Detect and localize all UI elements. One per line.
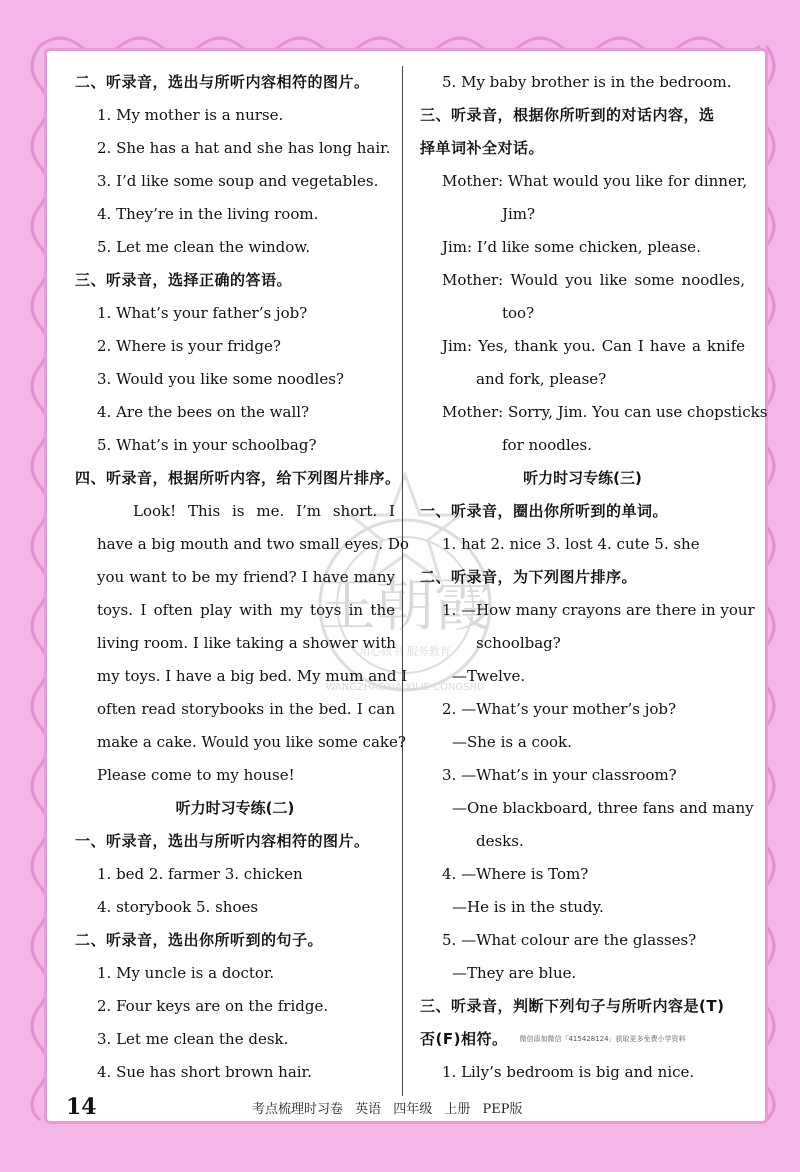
text-line bbox=[420, 396, 768, 429]
text-line bbox=[75, 759, 395, 792]
line-text: —He is in the study. bbox=[452, 898, 604, 916]
line-text: 1. My mother is a nurse. bbox=[97, 106, 284, 124]
section-heading bbox=[75, 66, 395, 99]
line-text: 1. bed 2. farmer 3. chicken bbox=[97, 865, 303, 883]
text-line bbox=[75, 891, 395, 924]
exercise-title bbox=[420, 462, 745, 495]
line-text: 一、听录音，圈出你所听到的单词。 bbox=[420, 502, 669, 520]
line-text: 5. My baby brother is in the bedroom. bbox=[442, 73, 732, 91]
line-text: living room. I like taking a shower with bbox=[97, 634, 396, 652]
line-text: Jim? bbox=[502, 205, 536, 223]
line-text: —Twelve. bbox=[452, 667, 526, 685]
line-text: Jim: Yes, thank you. Can I have a knife bbox=[442, 337, 745, 355]
text-line bbox=[75, 594, 395, 627]
section-heading bbox=[75, 462, 401, 495]
line-text: and fork, please? bbox=[476, 370, 607, 388]
text-line bbox=[420, 363, 745, 396]
line-text: 3. —What’s in your classroom? bbox=[442, 766, 677, 784]
text-line bbox=[75, 165, 395, 198]
section-heading bbox=[420, 1023, 745, 1056]
line-text: 1. What’s your father’s job? bbox=[97, 304, 308, 322]
text-line bbox=[75, 1023, 395, 1056]
text-line bbox=[420, 627, 745, 660]
right-column bbox=[420, 66, 768, 1089]
line-text: 1. —How many crayons are there in your bbox=[442, 601, 755, 619]
text-line bbox=[420, 726, 745, 759]
line-text: schoolbag? bbox=[476, 634, 561, 652]
text-line bbox=[75, 396, 395, 429]
line-text: Look! This is me. I’m short. I bbox=[133, 502, 395, 520]
text-line bbox=[420, 660, 745, 693]
line-text: make a cake. Would you like some cake? bbox=[97, 733, 406, 751]
line-text: 二、听录音，选出与所听内容相符的图片。 bbox=[75, 73, 370, 91]
section-heading bbox=[420, 99, 745, 132]
watermark-ring-text: WANGZHAOXIA XILIE CONGSHU bbox=[325, 682, 485, 693]
line-text: 4. storybook 5. shoes bbox=[97, 898, 259, 916]
text-line bbox=[75, 990, 395, 1023]
text-line bbox=[420, 297, 745, 330]
text-line bbox=[420, 792, 754, 825]
line-text: for noodles. bbox=[502, 436, 592, 454]
line-text: Jim: I’d like some chicken, please. bbox=[442, 238, 701, 256]
text-line bbox=[420, 759, 745, 792]
footer-book-title: 考点梳理时习卷 英语 四年级 上册 PEP版 bbox=[252, 1102, 523, 1117]
section-heading bbox=[420, 990, 745, 1023]
text-line bbox=[75, 561, 395, 594]
line-text: 4. —Where is Tom? bbox=[442, 865, 589, 883]
line-text: 5. —What colour are the glasses? bbox=[442, 931, 697, 949]
page-number: 14 bbox=[66, 1094, 97, 1120]
watermark-name: 王朝霞 bbox=[317, 571, 493, 639]
line-text: 3. Would you like some noodles? bbox=[97, 370, 344, 388]
text-line bbox=[420, 264, 745, 297]
section-heading bbox=[420, 561, 745, 594]
text-line bbox=[75, 198, 395, 231]
text-line bbox=[75, 363, 395, 396]
section-heading bbox=[75, 924, 395, 957]
text-line bbox=[420, 825, 745, 858]
line-text: Mother: Would you like some noodles, bbox=[442, 271, 745, 289]
text-line bbox=[420, 429, 745, 462]
text-line bbox=[75, 1056, 395, 1089]
text-line bbox=[420, 165, 748, 198]
line-text: you want to be my friend? I have many bbox=[97, 568, 395, 586]
small-note: 微信添加微信「415428124」获取更多免费小学资料 bbox=[519, 1035, 686, 1043]
line-text: 三、听录音，选择正确的答语。 bbox=[75, 271, 293, 289]
line-text: 三、听录音，根据你所听到的对话内容，选 bbox=[420, 106, 715, 124]
line-text: 2. Four keys are on the fridge. bbox=[97, 997, 329, 1015]
text-line bbox=[75, 726, 406, 759]
section-heading bbox=[75, 264, 395, 297]
line-text: my toys. I have a big bed. My mum and I bbox=[97, 667, 408, 685]
line-text: 1. Lily’s bedroom is big and nice. bbox=[442, 1063, 695, 1081]
line-text: 三、听录音，判断下列句子与所听内容是(T) bbox=[420, 997, 725, 1015]
line-text: 否(F)相符。 bbox=[420, 1030, 508, 1048]
line-text: 择单词补全对话。 bbox=[420, 139, 545, 157]
line-text: Mother: What would you like for dinner, bbox=[442, 172, 748, 190]
text-line bbox=[75, 99, 395, 132]
text-line bbox=[75, 330, 395, 363]
line-text: 3. Let me clean the desk. bbox=[97, 1030, 289, 1048]
text-line bbox=[420, 66, 745, 99]
line-text: often read storybooks in the bed. I can bbox=[97, 700, 395, 718]
text-line bbox=[75, 231, 395, 264]
line-text: 二、听录音，为下列图片排序。 bbox=[420, 568, 638, 586]
watermark-slogan: 用心做书 服务教育 bbox=[359, 645, 451, 658]
line-text: —They are blue. bbox=[452, 964, 577, 982]
text-line bbox=[420, 924, 745, 957]
text-line bbox=[75, 528, 409, 561]
text-line bbox=[420, 693, 745, 726]
line-text: Mother: Sorry, Jim. You can use chopsticks bbox=[442, 403, 768, 421]
text-line bbox=[420, 231, 745, 264]
line-text: too? bbox=[502, 304, 535, 322]
text-line bbox=[75, 495, 395, 528]
section-heading bbox=[420, 495, 745, 528]
line-text: 听力时习专练(三) bbox=[523, 469, 642, 487]
text-line bbox=[420, 1056, 745, 1089]
line-text: Please come to my house! bbox=[97, 766, 295, 784]
line-text: 5. Let me clean the window. bbox=[97, 238, 311, 256]
line-text: 4. They’re in the living room. bbox=[97, 205, 319, 223]
line-text: 1. hat 2. nice 3. lost 4. cute 5. she bbox=[442, 535, 700, 553]
line-text: 二、听录音，选出你所听到的句子。 bbox=[75, 931, 324, 949]
line-text: —She is a cook. bbox=[452, 733, 572, 751]
line-text: 1. My uncle is a doctor. bbox=[97, 964, 275, 982]
line-text: 一、听录音，选出与所听内容相符的图片。 bbox=[75, 832, 370, 850]
line-text: toys. I often play with my toys in the bbox=[97, 601, 395, 619]
text-line bbox=[75, 957, 395, 990]
column-divider bbox=[402, 66, 403, 1096]
text-line bbox=[75, 627, 395, 660]
line-text: 5. What’s in your schoolbag? bbox=[97, 436, 317, 454]
line-text: 4. Are the bees on the wall? bbox=[97, 403, 310, 421]
line-text: desks. bbox=[476, 832, 524, 850]
text-line bbox=[75, 132, 395, 165]
line-text: 2. She has a hat and she has long hair. bbox=[97, 139, 391, 157]
line-text: 2. —What’s your mother’s job? bbox=[442, 700, 677, 718]
line-text: 四、听录音，根据所听内容，给下列图片排序。 bbox=[75, 469, 401, 487]
line-text: have a big mouth and two small eyes. Do bbox=[97, 535, 409, 553]
section-heading bbox=[420, 132, 745, 165]
line-text: 2. Where is your fridge? bbox=[97, 337, 281, 355]
text-line bbox=[75, 429, 395, 462]
text-line bbox=[420, 957, 745, 990]
text-line bbox=[75, 693, 395, 726]
line-text: 4. Sue has short brown hair. bbox=[97, 1063, 312, 1081]
line-text: 3. I’d like some soup and vegetables. bbox=[97, 172, 379, 190]
text-line bbox=[420, 858, 745, 891]
line-text: 听力时习专练(二) bbox=[175, 799, 295, 817]
text-line bbox=[75, 858, 395, 891]
section-heading bbox=[75, 825, 395, 858]
page-footer bbox=[0, 1094, 800, 1124]
line-text: —One blackboard, three fans and many bbox=[452, 799, 754, 817]
text-line bbox=[420, 594, 755, 627]
text-line bbox=[420, 528, 745, 561]
exercise-title bbox=[75, 792, 395, 825]
text-line bbox=[420, 891, 745, 924]
text-line bbox=[420, 330, 745, 363]
text-line bbox=[420, 198, 745, 231]
text-line bbox=[75, 297, 395, 330]
